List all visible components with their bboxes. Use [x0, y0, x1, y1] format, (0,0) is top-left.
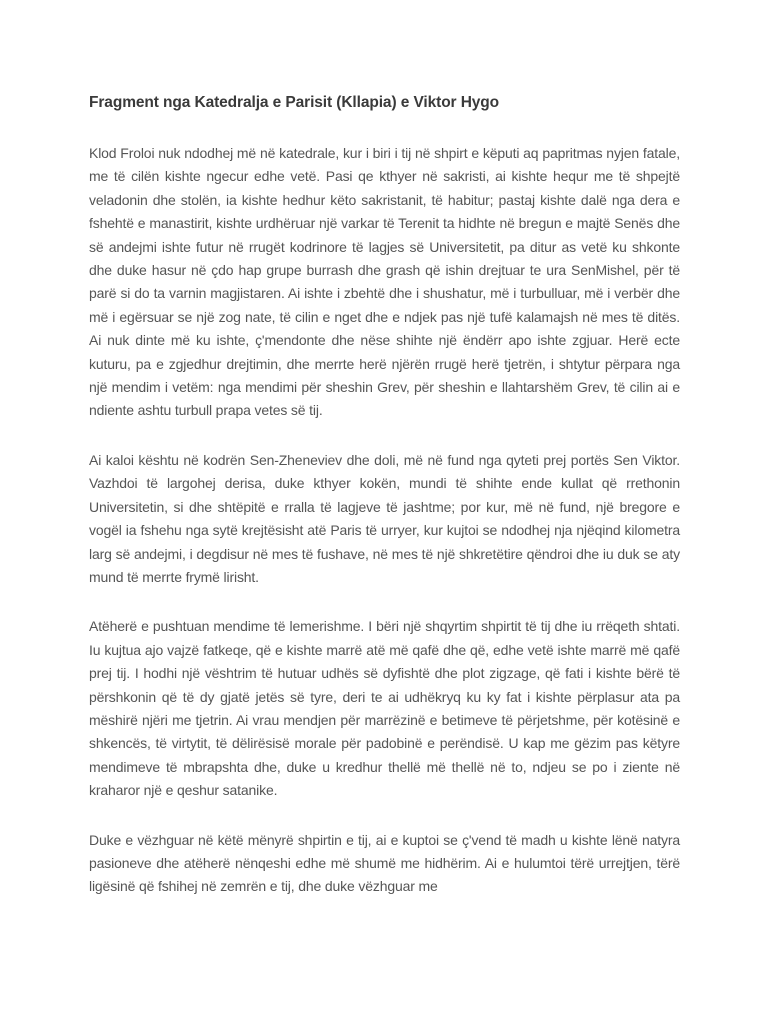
- paragraph-2: Ai kaloi kështu në kodrën Sen-Zheneviev dhe doli, më në fund nga qyteti prej portës Sen Viktor. Vazhdoi të largohej derisa, duke kthyer kokën, mundi të shihte ende kullat që rrethonin Universitetin, si dhe shtëpitë e rralla të lagjeve të jashtme; por kur, më në fund, një bregore e vogël ia fshehu nga sytë krejtësisht atë Paris të urryer, kur kujtoi se ndodhej nja njëqind kilometra larg së andejmi, i degdisur në mes të fushave, në mes të një shkretëtire qëndroi dhe iu duk se aty mund të merrte frymë lirisht.: [89, 451, 680, 585]
- paragraph-4: Duke e vëzhguar në këtë mënyrë shpirtin e tij, ai e kuptoi se ç'vend të madh u kishte lënë natyra pasioneve dhe atëherë nënqeshi edhe më shumë me hidhërim. Ai e hulumtoi tërë urrejtjen, tërë ligësinë që fshihej në zemrën e tij, dhe duke vëzhguar me: [89, 831, 680, 895]
- paragraph-1: Klod Froloi nuk ndodhej më në katedrale, kur i biri i tij në shpirt e këputi aq papritmas nyjen fatale, me të cilën kishte ngecur edhe vetë. Pasi qe kthyer në sakristi, ai kishte hequr me të shpejtë veladonin dhe stolën, ia kishte hedhur këto sakristanit, të habitur; pastaj kishte dalë nga dera e fshehtë e manastirit, kishte urdhëruar një varkar të Terenit ta hidhte në bregun e majtë Senës dhe së andejmi ishte futur në rrugët kodrinore të lagjes së Universitetit, pa ditur as vetë ku shkonte dhe duke hasur në çdo hap grupe burrash dhe grash që ishin drejtuar te ura SenMishel, për të parë si do ta varnin magjistaren. Ai ishte i zbehtë dhe i shushatur, më i turbulluar, më i verbër dhe më i egërsuar se një zog nate, të cilin e nget dhe e ndjek pas një tufë kalamajsh në mes të ditës. Ai nuk dinte më ku ishte, ç'mendonte dhe nëse shihte një ëndërr apo ishte zgjuar. Herë ecte kuturu, pa e zgjedhur drejtimin, dhe merrte herë njërën rrugë herë tjetrën, i shtytur përpara nga një mendim i vetëm: nga mendimi për sheshin Grev, për sheshin e llahtarshëm Grev, të cilin ai e ndiente ashtu turbull prapa vetes së tij.: [89, 145, 680, 419]
- paragraph-3: Atëherë e pushtuan mendime të lemerishme. I bëri një shqyrtim shpirtit të tij dhe iu rrëqeth shtati. Iu kujtua ajo vajzë fatkeqe, që e kishte marrë atë më qafë dhe që, edhe vetë ishte marrë më qafë prej tij. I hodhi një vështrim të hutuar udhës së dyfishtë dhe plot zigzage, që fati i kishte bërë të përshkonin që të dy gjatë jetës së tyre, deri te ai udhëkryq ku ky fat i kishte përplasur ata pa mëshirë njëri me tjetrin. Ai vrau mendjen për marrëzinë e betimeve të përjetshme, për kotësinë e shkencës, të virtytit, të dëlirësisë morale për padobinë e perëndisë. U kap me gëzim pas këtyre mendimeve të mbrapshta dhe, duke u kredhur thellë më thellë në to, ndjeu se po i ziente në kraharor një e qeshur satanike.: [89, 618, 680, 799]
- document-title: Fragment nga Katedralja e Parisit (Kllapia) e Viktor Hygo: [89, 94, 500, 111]
